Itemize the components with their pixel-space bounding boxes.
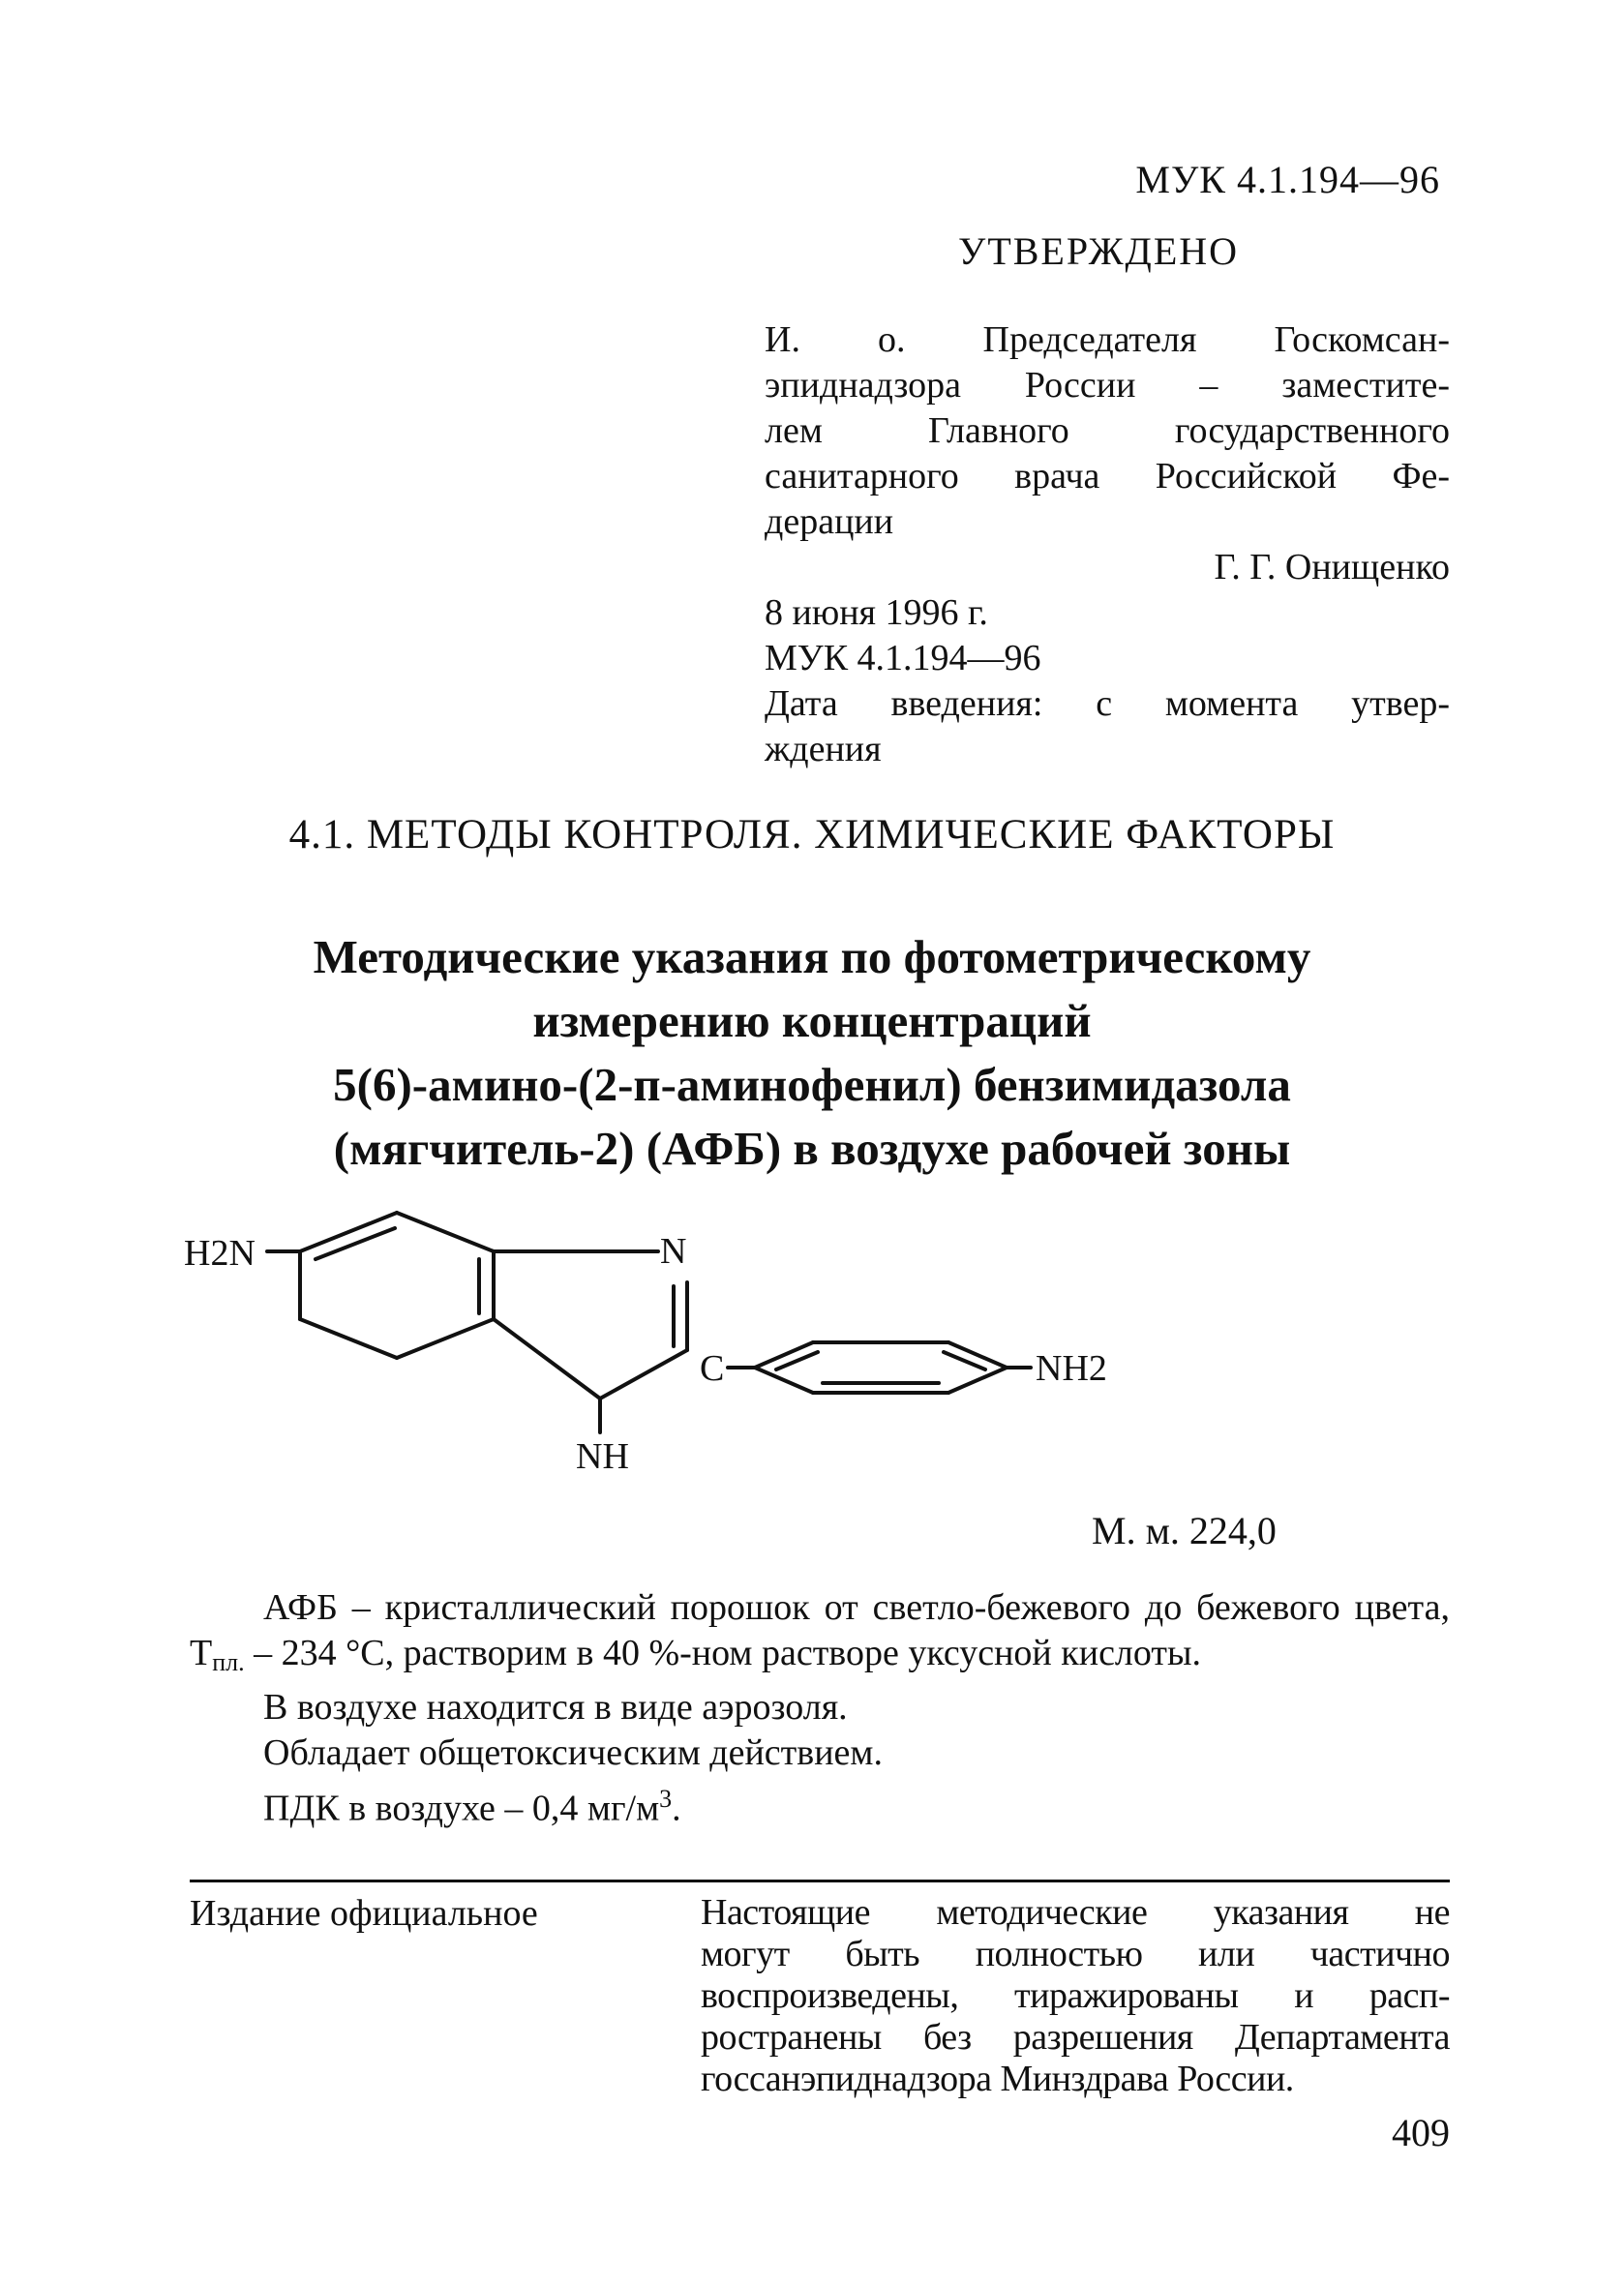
description-text: АФБ – кристаллический порошок от светло-бежевого до бежевого цвета, Т <box>190 1587 1450 1673</box>
substance-description <box>190 1585 1450 1832</box>
notice-line: госсанэпиднадзора Минздрава России. <box>701 2059 1294 2099</box>
document-code-header: МУК 4.1.194—96 <box>1135 158 1440 201</box>
title-line: Методические указания по фотометрическому <box>313 930 1311 983</box>
approval-line: И. о. Председателя Госкомсан- <box>765 319 1450 360</box>
approval-block <box>765 317 1450 772</box>
nitrogen-label: N <box>660 1231 687 1272</box>
amino-group-label: H2N <box>184 1233 256 1274</box>
copyright-notice <box>701 1892 1450 2100</box>
approval-doc-code: МУК 4.1.194—96 <box>765 638 1041 678</box>
melting-point-subscript: пл. <box>212 1648 245 1676</box>
approval-line: лем Главного государственного <box>765 410 1450 451</box>
imino-group-label: NH <box>576 1436 629 1477</box>
molar-mass: М. м. 224,0 <box>1092 1509 1277 1552</box>
pdk-text: ПДК в воздухе – 0,4 мг/м <box>263 1788 660 1829</box>
description-line: В воздухе находится в виде аэрозоля. <box>263 1687 848 1728</box>
pdk-text: . <box>672 1788 681 1829</box>
title-line: (мягчитель-2) (АФБ) в воздухе рабочей зоны <box>333 1122 1291 1175</box>
approval-line: эпиднадзора России – заместите- <box>765 365 1450 406</box>
page-number: 409 <box>1392 2111 1450 2154</box>
notice-line: воспроизведены, тиражированы и расп- <box>701 1975 1450 2016</box>
carbon-label: C <box>700 1348 725 1389</box>
approval-date: 8 июня 1996 г. <box>765 592 988 633</box>
notice-line: могут быть полностью или частично <box>701 1934 1450 1974</box>
pdk-line <box>190 1776 1450 1832</box>
description-text: – 234 °С, растворим в 40 %-ном растворе уксусной кислоты. <box>244 1633 1202 1673</box>
description-line: Обладает общетоксическим действием. <box>263 1732 883 1773</box>
title-line: 5(6)-амино-(2-п-аминофенил) бензимидазола <box>333 1058 1291 1111</box>
section-heading: 4.1. МЕТОДЫ КОНТРОЛЯ. ХИМИЧЕСКИЕ ФАКТОРЫ <box>288 812 1336 858</box>
description-paragraph <box>190 1585 1450 1685</box>
document-title <box>0 925 1624 1181</box>
approved-stamp-heading: УТВЕРЖДЕНО <box>958 229 1240 273</box>
introduction-date-line: ждения <box>765 729 882 769</box>
footer-divider <box>190 1880 1450 1882</box>
cubic-superscript: 3 <box>659 1785 673 1813</box>
introduction-date-line: Дата введения: с момента утвер- <box>765 683 1450 724</box>
title-line: измерению концентраций <box>532 994 1092 1047</box>
approval-line: санитарного врача Российской Фе- <box>765 456 1450 497</box>
approval-line: дерации <box>765 501 894 542</box>
signatory-name: Г. Г. Онищенко <box>1214 547 1450 587</box>
official-edition-label: Издание официальное <box>190 1893 538 1934</box>
structural-formula <box>184 1205 1210 1495</box>
notice-line: Настоящие методические указания не <box>701 1892 1450 1933</box>
notice-line: ространены без разрешения Департамента <box>701 2017 1450 2058</box>
amino-group-label: NH2 <box>1036 1348 1107 1389</box>
